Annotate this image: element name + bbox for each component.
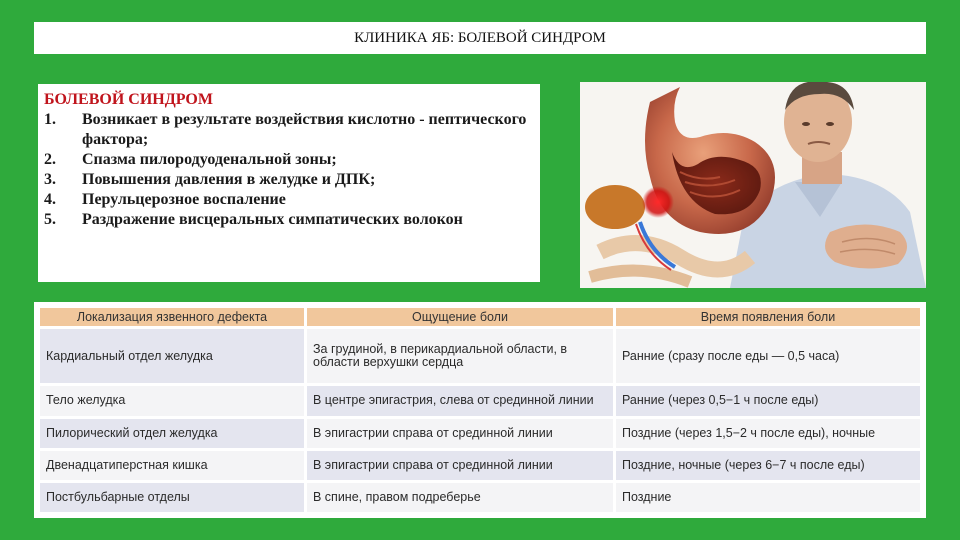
table-row	[40, 483, 920, 512]
list-item-number: 3.	[44, 171, 56, 188]
list-item-number: 2.	[44, 151, 56, 168]
pain-causes-list	[44, 110, 534, 230]
list-item-number: 4.	[44, 191, 56, 208]
slide-title-bar	[34, 22, 926, 54]
pain-localization-table-wrap	[34, 302, 926, 518]
list-item-text: Спазма пилородуоденальной зоны;	[82, 151, 337, 168]
table-cell: Двенадцатиперстная кишка	[40, 451, 304, 480]
table-cell: Поздние	[616, 483, 920, 512]
table-header-row	[40, 308, 920, 326]
table-cell: Тело желудка	[40, 386, 304, 415]
table-cell: Ранние (через 0,5−1 ч после еды)	[616, 386, 920, 415]
column-header-localization: Локализация язвенного дефекта	[40, 308, 304, 326]
list-item	[44, 170, 534, 190]
table-cell: Постбульбарные отделы	[40, 483, 304, 512]
table-cell: Поздние, ночные (через 6−7 ч после еды)	[616, 451, 920, 480]
table-row	[40, 451, 920, 480]
list-item	[44, 150, 534, 170]
table-cell: Кардиальный отдел желудка	[40, 329, 304, 383]
table-cell: За грудиной, в перикардиальной области, в области верхушки сердца	[307, 329, 613, 383]
list-item-text: Раздражение висцеральных симпатических волокон	[82, 211, 463, 228]
list-item-text: Перульцерозное воспаление	[82, 191, 286, 208]
list-item	[44, 110, 534, 150]
table-cell: В спине, правом подреберье	[307, 483, 613, 512]
pain-syndrome-box	[38, 84, 540, 282]
list-item-number: 5.	[44, 211, 56, 228]
list-item-text: Возникает в результате воздействия кислотно - пептического фактора;	[82, 111, 527, 148]
table-cell: Поздние (через 1,5−2 ч после еды), ночные	[616, 419, 920, 448]
column-header-onset-time: Время появления боли	[616, 308, 920, 326]
pain-localization-table	[37, 305, 923, 515]
column-header-sensation: Ощущение боли	[307, 308, 613, 326]
table-cell: В центре эпигастрия, слева от срединной линии	[307, 386, 613, 415]
table-cell: Пилорический отдел желудка	[40, 419, 304, 448]
list-item	[44, 190, 534, 210]
table-cell: В эпигастрии справа от срединной линии	[307, 451, 613, 480]
pain-syndrome-heading: БОЛЕВОЙ СИНДРОМ	[44, 91, 213, 108]
list-item-text: Повышения давления в желудке и ДПК;	[82, 171, 376, 188]
list-item	[44, 210, 534, 230]
table-row	[40, 386, 920, 415]
table-cell: Ранние (сразу после еды — 0,5 часа)	[616, 329, 920, 383]
list-item-number: 1.	[44, 111, 56, 128]
slide-title: КЛИНИКА ЯБ: БОЛЕВОЙ СИНДРОМ	[354, 29, 606, 46]
table-row	[40, 419, 920, 448]
table-row	[40, 329, 920, 383]
stomach-pain-illustration-icon	[580, 82, 926, 288]
table-cell: В эпигастрии справа от срединной линии	[307, 419, 613, 448]
